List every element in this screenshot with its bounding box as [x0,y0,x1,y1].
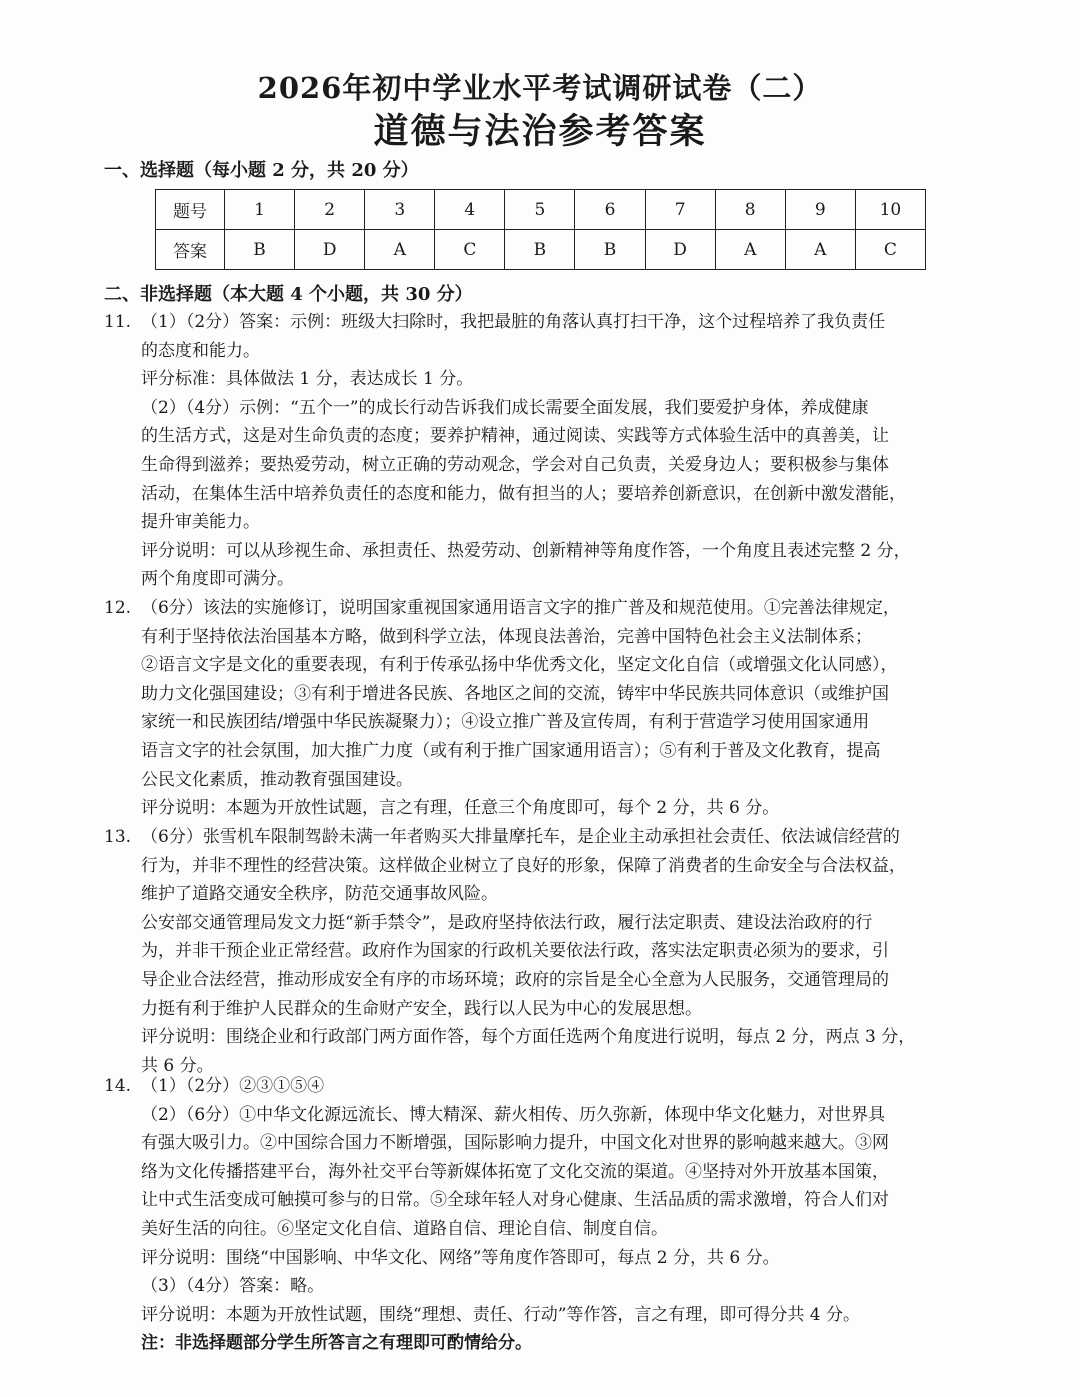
answer-line: 让中式生活变成可触摸可参与的日常。⑤全球年轻人对身心健康、生活品质的需求激增，符合人们对 [141,1190,889,1211]
table-cell: 4 [435,190,505,230]
answer-line: ②语言文字是文化的重要表现，有利于传承弘扬中华优秀文化，坚定文化自信（或增强文化认同感）， [141,655,898,676]
answer-line: 评分说明：围绕“中国影响、中华文化、网络”等角度作答即可，每点 2 分，共 6 分。 [141,1247,780,1268]
answer-line: （6分）张雪机车限制驾龄未满一年者购买大排量摩托车，是企业主动承担社会责任、依法诚信经营的 [141,827,900,847]
answer-line: （1）（2分）答案：示例：班级大扫除时，我把最脏的角落认真打扫干净，这个过程培养了我负责任 [141,312,886,332]
answer-line: 为，并非干预企业正常经营。政府作为国家的行政机关要依法行政，落实法定职责必须为的要求，引 [141,941,889,962]
table-cell: C [855,230,925,270]
table-cell: 9 [785,190,855,230]
answer-line: 评分说明：可以从珍视生命、承担责任、热爱劳动、创新精神等角度作答，一个角度且表述完整 2 分， [141,540,911,561]
question-14 [104,1072,984,1358]
table-cell: B [225,230,295,270]
answer-line: （2）（6分）①中华文化源远流长、博大精深、薪火相传、历久弥新，体现中华文化魅力，对世界具 [141,1104,886,1125]
answer-line: 维护了道路交通安全秩序，防范交通事故风险。 [141,884,498,905]
table-cell: A [785,230,855,270]
answer-line: 的生活方式，这是对生命负责的态度；要养护精神，通过阅读、实践等方式体验生活中的真善美，让 [141,426,889,447]
table-cell: D [295,230,365,270]
question-number: 11. [104,312,132,332]
table-cell: A [365,230,435,270]
answer-line: （1）（2分）②③①⑤④ [141,1076,325,1096]
table-cell: 5 [505,190,575,230]
answer-line: 生命得到滋养；要热爱劳动，树立正确的劳动观念，学会对自己负责，关爱身边人；要积极参与集体 [141,454,889,475]
table-cell: B [505,230,575,270]
answer-line: 评分说明：本题为开放性试题，围绕“理想、责任、行动”等作答，言之有理，即可得分共 4 分。 [141,1304,861,1325]
table-row-label: 答案 [156,230,225,270]
answer-line: 家统一和民族团结/增强中华民族凝聚力）；④设立推广普及宣传周，有利于营造学习使用国家通用 [141,712,870,733]
table-cell: A [715,230,785,270]
answer-line: 的态度和能力。 [141,340,260,361]
table-cell: 1 [225,190,295,230]
table-cell: D [645,230,715,270]
answer-line: 美好生活的向往。⑥坚定文化自信、道路自信、理论自信、制度自信。 [141,1218,668,1239]
answer-line: 有强大吸引力。②中国综合国力不断增强，国际影响力提升，中国文化对世界的影响越来越大。③网 [141,1133,889,1154]
answer-line: 提升审美能力。 [141,512,260,533]
table-cell: 6 [575,190,645,230]
answer-line: 助力文化强国建设；③有利于增进各民族、各地区之间的交流，铸牢中华民族共同体意识（或维护国 [141,683,889,704]
answer-line: 评分标准：具体做法 1 分，表达成长 1 分。 [141,369,474,390]
page-subtitle: 道德与法治参考答案 [373,111,707,152]
answer-line: （6分）该法的实施修订，说明国家重视国家通用语言文字的推广普及和规范使用。①完善法律规定， [141,598,900,618]
answer-line: 力挺有利于维护人民群众的生命财产安全，践行以人民为中心的发展思想。 [141,998,702,1019]
answer-line: 络为文化传播搭建平台，海外社交平台等新媒体拓宽了文化交流的渠道。④坚持对外开放基本国策， [141,1161,889,1182]
answer-line: 语言文字的社会氛围，加大推广力度（或有利于推广国家通用语言）；⑤有利于普及文化教育，提高 [141,740,881,761]
answer-line: 活动，在集体生活中培养负责任的态度和能力，做有担当的人；要培养创新意识，在创新中激发潜能， [141,483,906,504]
table-row-numbers [156,190,926,230]
answer-line: 两个角度即可满分。 [141,569,294,590]
page-title: 2026年初中学业水平考试调研试卷（二） [257,71,823,105]
answer-line: 共 6 分。 [141,1055,214,1076]
answer-line: 评分说明：本题为开放性试题，言之有理，任意三个角度即可，每个 2 分，共 6 分。 [141,798,780,819]
answer-line: 行为，并非不理性的经营决策。这样做企业树立了良好的形象，保障了消费者的生命安全与合法权益， [141,855,906,876]
choice-answer-table [155,189,926,270]
answer-line: 评分说明：围绕企业和行政部门两方面作答，每个方面任选两个角度进行说明，每点 2 分，两点 3 分， [141,1027,916,1048]
answer-line: 公民文化素质，推动教育强国建设。 [141,769,413,790]
table-row-answers [156,230,926,270]
question-number: 13. [104,827,132,847]
table-cell: C [435,230,505,270]
answer-line: （3）（4分）答案：略。 [141,1276,325,1297]
question-number: 14. [104,1076,132,1096]
table-cell: 2 [295,190,365,230]
answer-line: （2）（4分）示例：“五个一”的成长行动告诉我们成长需要全面发展，我们要爱护身体，养成健康 [141,397,869,418]
question-number: 12. [104,598,132,618]
table-row-label: 题号 [156,190,225,230]
question-12 [104,594,984,823]
question-11 [104,308,984,594]
table-cell: B [575,230,645,270]
section-2-heading: 二、非选择题（本大题 4 个小题，共 30 分） [104,284,473,305]
section-1-heading: 一、选择题（每小题 2 分，共 20 分） [104,160,419,181]
footnote: 注：非选择题部分学生所答言之有理即可酌情给分。 [141,1333,532,1354]
table-cell: 7 [645,190,715,230]
answer-line: 公安部交通管理局发文力挺“新手禁令”，是政府坚持依法行政，履行法定职责、建设法治政府的行 [141,912,873,933]
answer-line: 有利于坚持依法治国基本方略，做到科学立法，体现良法善治，完善中国特色社会主义法制体系； [141,626,872,647]
table-cell: 3 [365,190,435,230]
question-13 [104,823,984,1080]
table-cell: 8 [715,190,785,230]
table-cell: 10 [855,190,925,230]
answer-line: 导企业合法经营，推动形成安全有序的市场环境；政府的宗旨是全心全意为人民服务，交通管理局的 [141,969,889,990]
